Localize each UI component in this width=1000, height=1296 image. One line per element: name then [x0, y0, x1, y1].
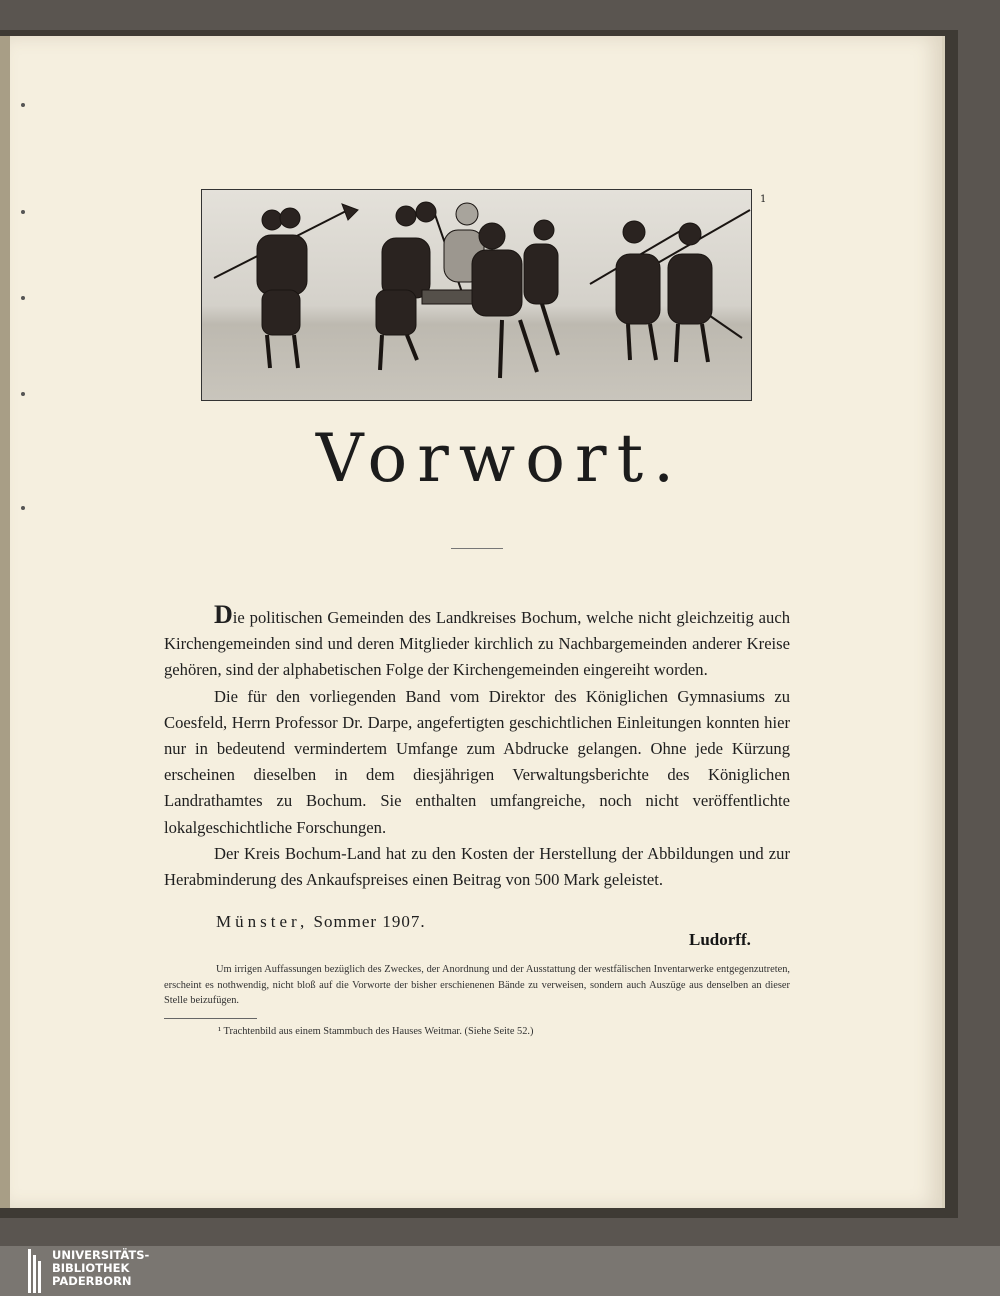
- library-name[interactable]: [52, 1249, 149, 1288]
- library-logo-icon: [28, 1249, 42, 1293]
- paragraph-text: ie politischen Gemeinden des Landkreises Bochum, welche nicht gleichzeitig auch Kirchengemeinden sind und deren Mitglieder kirchlich zu Nachbargemeinden anderer Kreise gehören, sind der alphabetischen Folge der Kirchengemeinden eingereiht worden.: [164, 608, 790, 680]
- paragraph: Der Kreis Bochum-Land hat zu den Kosten der Herstellung der Abbildungen und zur Herabminderung des Ankaufspreises einen Beitrag von 500 Mark geleistet.: [164, 843, 790, 890]
- signature: Ludorff.: [689, 930, 751, 949]
- preface-body: [164, 602, 790, 893]
- margin-mark: [21, 392, 25, 396]
- title-divider: [451, 548, 503, 549]
- editorial-note: Um irrigen Auffassungen bezüglich des Zweckes, der Anordnung und der Ausstattung der westfälischen Inventarwerke entgegenzutreten, erscheint es nothwendig, nicht bloß auf die Vorworte der bisher erschienenen Bände zu verweisen, sondern auch Auszüge aus denselben an dieser Stelle beizufügen.: [164, 964, 790, 1007]
- drop-cap: D: [214, 600, 233, 629]
- costume-illustration: [201, 189, 752, 401]
- margin-mark: [21, 210, 25, 214]
- margin-mark: [21, 103, 25, 107]
- date: Sommer 1907.: [313, 912, 426, 931]
- paragraph: [164, 602, 790, 684]
- library-name-line: PADERBORN: [52, 1274, 132, 1288]
- place-date: [216, 912, 426, 932]
- library-name-line: BIBLIOTHEK: [52, 1261, 130, 1275]
- footnote: ¹ Trachtenbild aus einem Stammbuch des Hauses Weitmar. (Siehe Seite 52.): [218, 1026, 534, 1037]
- footnote-marker: 1: [760, 194, 767, 205]
- place: Münster,: [216, 912, 309, 931]
- margin-mark: [21, 296, 25, 300]
- footnote-divider: [164, 1018, 257, 1019]
- paragraph: Die für den vorliegenden Band vom Direktor des Königlichen Gymnasiums zu Coesfeld, Herrn Professor Dr. Darpe, angefertigten geschichtlichen Einleitungen konnten hier nur in bedeutend vermindertem Umfange zum Abdrucke gelangen. Ohne jede Kürzung erscheinen dieselben in dem diesjährigen Verwaltungsberichte des Königlichen Landrathamtes zu Bochum. Sie enthalten umfangreiche, noch nicht veröffentlichte lokalgeschichtliche Forschungen.: [164, 686, 790, 837]
- page-title: Vorwort.: [315, 420, 685, 497]
- margin-mark: [21, 506, 25, 510]
- library-footer: [0, 1246, 1000, 1296]
- library-name-line: UNIVERSITÄTS-: [52, 1248, 150, 1262]
- book-spine-edge: [0, 36, 10, 1208]
